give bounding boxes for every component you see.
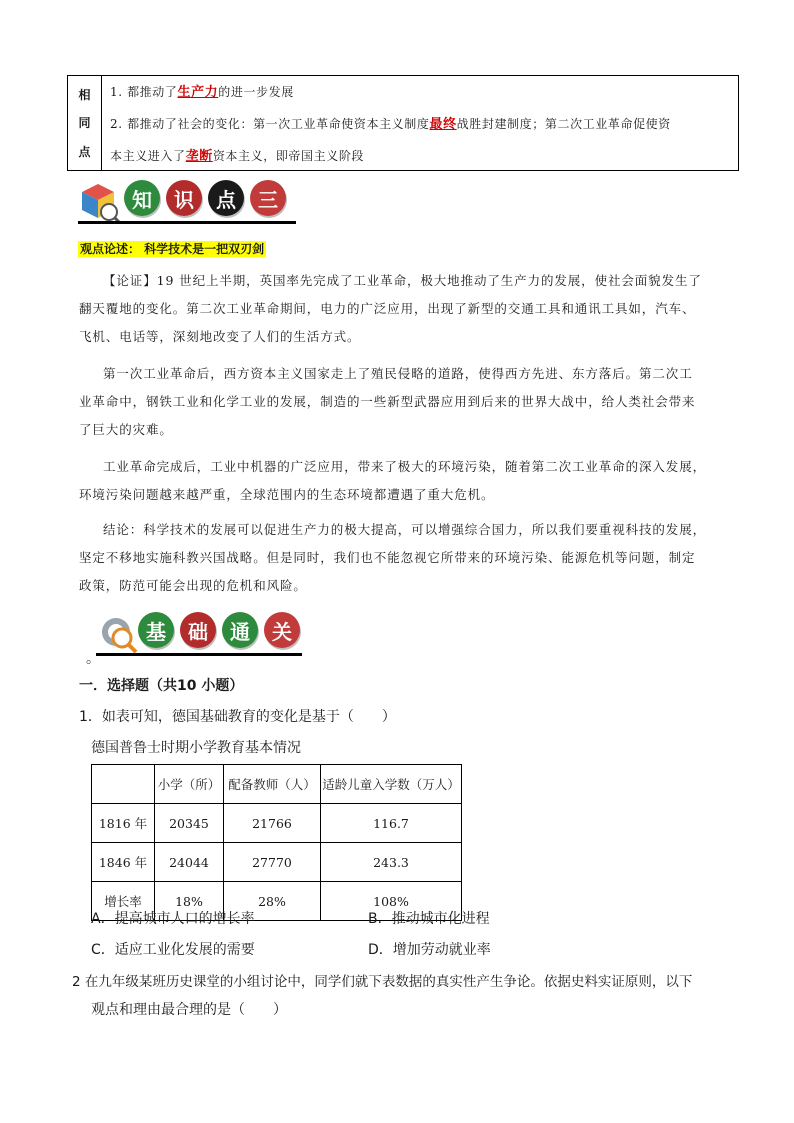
comparison-header — [68, 76, 102, 170]
stray-mark: 。 — [86, 651, 100, 667]
banner-underline — [96, 653, 302, 656]
banner-char-circle: 关 — [264, 612, 300, 648]
table-header-row: 小学（所） 配备教师（人） 适龄儿童入学数（万人） — [92, 765, 462, 804]
banner-char-circle: 础 — [180, 612, 216, 648]
question-2-stem-cont: 观点和理由最合理的是（ ） — [91, 1002, 287, 1018]
highlight-term: 最终 — [429, 117, 457, 132]
table-row: 1846 年 24044 27770 243.3 — [92, 843, 462, 882]
table-row: 增长率 18% 28% 108% — [92, 882, 462, 921]
banner-char-circle: 通 — [222, 612, 258, 648]
section-title: 一．选择题（共10 小题） — [79, 678, 244, 694]
option-d[interactable]: D．增加劳动就业率 — [368, 942, 491, 958]
highlight-term: 垄断 — [185, 149, 213, 164]
comparison-row-3: 本主义进入了垄断资本主义，即帝国主义阶段 — [110, 149, 365, 164]
option-c[interactable]: C．适应工业化发展的需要 — [91, 942, 255, 958]
header-char: 同 — [78, 116, 91, 131]
question-2-stem: 2 在九年级某班历史课堂的小组讨论中，同学们就下表数据的真实性产生争论。依据史料实证原则，以下 — [72, 974, 693, 990]
banner-char-circle: 识 — [166, 180, 202, 216]
paragraph-conclusion: 结论：科学技术的发展可以促进生产力的极大提高，可以增强综合国力，所以我们要重视科技的发展， 坚定不移地实施科教兴国战略。但是同时，我们也不能忽视它所带来的环境污染、能源危机等问题，制定 政策，防范可能会出现的危机和风险。 — [79, 522, 707, 593]
paragraph-argument: 【论证】19 世纪上半期，英国率先完成了工业革命，极大地推动了生产力的发展，使社会面貌发生了 翻天覆地的变化。第二次工业革命期间，电力的广泛应用，出现了新型的交通工具和通讯工具如，汽车、 飞机、电话等，深刻地改变了人们的生活方式。 — [79, 273, 702, 344]
education-table — [91, 764, 462, 921]
section-banner-knowledge-point — [78, 178, 296, 224]
comparison-row-1: 1. 都推动了生产力的进一步发展 — [110, 85, 294, 100]
paragraph-first-revolution: 第一次工业革命后，西方资本主义国家走上了殖民侵略的道路，使得西方先进、东方落后。第二次工 业革命中，钢铁工业和化学工业的发展，制造的一些新型武器应用到后来的世界大战中，给人类社会带来 了巨大的灾难。 — [79, 366, 696, 437]
table-row: 1816 年 20345 21766 116.7 — [92, 804, 462, 843]
gear-magnifier-icon — [96, 612, 140, 656]
paragraph-environment: 工业革命完成后，工业中机器的广泛应用，带来了极大的环境污染，随着第二次工业革命的深入发展， 环境污染问题越来越严重，全球范围内的生态环境都遭遇了重大危机。 — [79, 459, 707, 502]
banner-underline — [78, 221, 296, 224]
cube-icon — [78, 180, 122, 224]
option-a[interactable]: A．提高城市人口的增长率 — [91, 911, 255, 927]
banner-char-circle: 知 — [124, 180, 160, 216]
header-char: 点 — [78, 145, 91, 160]
highlight-term: 生产力 — [177, 85, 219, 100]
comparison-row-2: 2. 都推动了社会的变化：第一次工业革命使资本主义制度最终战胜封建制度；第二次工业革命促使资 — [110, 117, 671, 132]
header-char: 相 — [78, 87, 91, 102]
banner-char-circle: 基 — [138, 612, 174, 648]
viewpoint-heading: 观点论述： 科学技术是一把双刃剑 — [80, 242, 265, 256]
banner-char-circle: 三 — [250, 180, 286, 216]
comparison-table — [67, 75, 739, 171]
table-caption: 德国普鲁士时期小学教育基本情况 — [91, 740, 301, 756]
section-banner-basic-pass — [96, 610, 302, 656]
option-b[interactable]: B．推动城市化进程 — [368, 911, 490, 927]
question-1-stem: 1．如表可知，德国基础教育的变化是基于（ ） — [79, 709, 396, 725]
banner-char-circle: 点 — [208, 180, 244, 216]
